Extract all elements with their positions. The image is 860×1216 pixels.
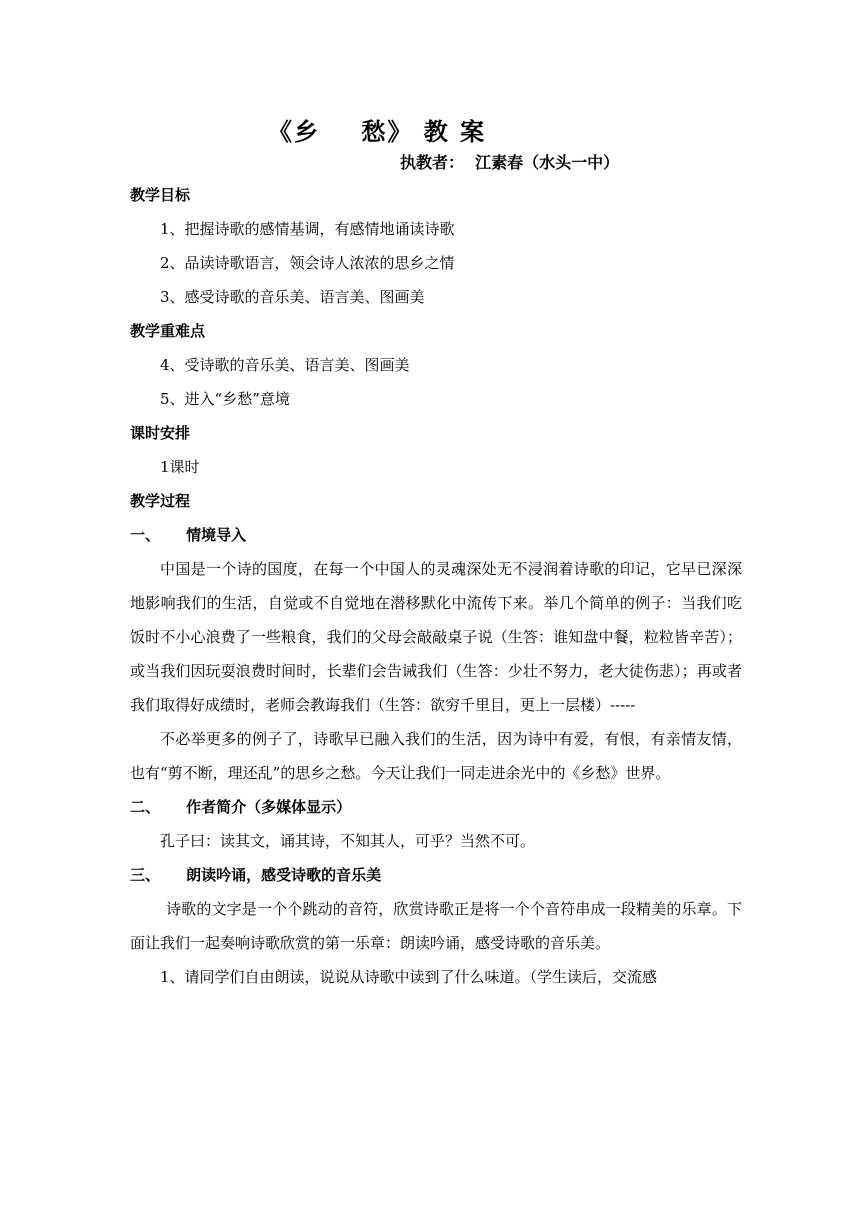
section2-paragraph: 孔子曰：读其文，诵其诗，不知其人，可乎？当然不可。 bbox=[160, 832, 536, 850]
key-point-item: 4、受诗歌的音乐美、语言美、图画美 bbox=[160, 356, 410, 374]
objective-item: 2、品读诗歌语言，领会诗人浓浓的思乡之情 bbox=[160, 254, 455, 272]
section-heading-2: 二、 作者简介（多媒体显示） bbox=[130, 798, 352, 816]
section1-paragraph: 中国是一个诗的国度，在每一个中国人的灵魂深处无不浸润着诗歌的印记，它早已深深地影响我们的生活，自觉或不自觉地在潜移默化中流传下来。举几个简单的例子：当我们吃饭时不小心浪费了一些粮食，我们的父母会敲敲桌子说（生答：谁知盘中餐，粒粒皆辛苦）；或当我们因玩耍浪费时间时，长辈们会告诫我们（生答：少壮不努力，老大徒伤悲）；再或者我们取得好成绩时，老师会教诲我们（生答：欲穷千里目，更上一层楼）----- bbox=[130, 560, 742, 714]
objectives-heading: 教学目标 bbox=[130, 186, 191, 204]
objective-item: 1、把握诗歌的感情基调，有感情地诵读诗歌 bbox=[160, 220, 455, 238]
author-line: 执教者： 江素春（水头一中） bbox=[400, 153, 620, 172]
schedule-value: 1课时 bbox=[160, 458, 200, 476]
objective-item: 3、感受诗歌的音乐美、语言美、图画美 bbox=[160, 288, 425, 306]
section-heading-3: 三、 朗读吟诵，感受诗歌的音乐美 bbox=[130, 866, 382, 884]
section3-paragraph: 1、请同学们自由朗读，说说从诗歌中读到了什么味道。（学生读后，交流感 bbox=[160, 968, 658, 986]
section-heading-1: 一、 情境导入 bbox=[130, 526, 247, 544]
process-heading: 教学过程 bbox=[130, 492, 191, 510]
key-point-item: 5、进入“乡愁”意境 bbox=[160, 390, 290, 408]
schedule-heading: 课时安排 bbox=[130, 424, 191, 442]
document-title: 《乡 愁》 教 案 bbox=[268, 117, 487, 146]
section3-paragraph: 诗歌的文字是一个个跳动的音符，欣赏诗歌正是将一个个音符串成一段精美的乐章。下面让我们一起奏响诗歌欣赏的第一乐章：朗读吟诵，感受诗歌的音乐美。 bbox=[130, 900, 742, 952]
key-points-heading: 教学重难点 bbox=[130, 322, 206, 340]
document-body bbox=[130, 178, 742, 994]
section1-paragraph: 不必举更多的例子了，诗歌早已融入我们的生活，因为诗中有爱，有恨，有亲情友情，也有“剪不断，理还乱”的思乡之愁。今天让我们一同走进余光中的《乡愁》世界。 bbox=[130, 730, 742, 782]
